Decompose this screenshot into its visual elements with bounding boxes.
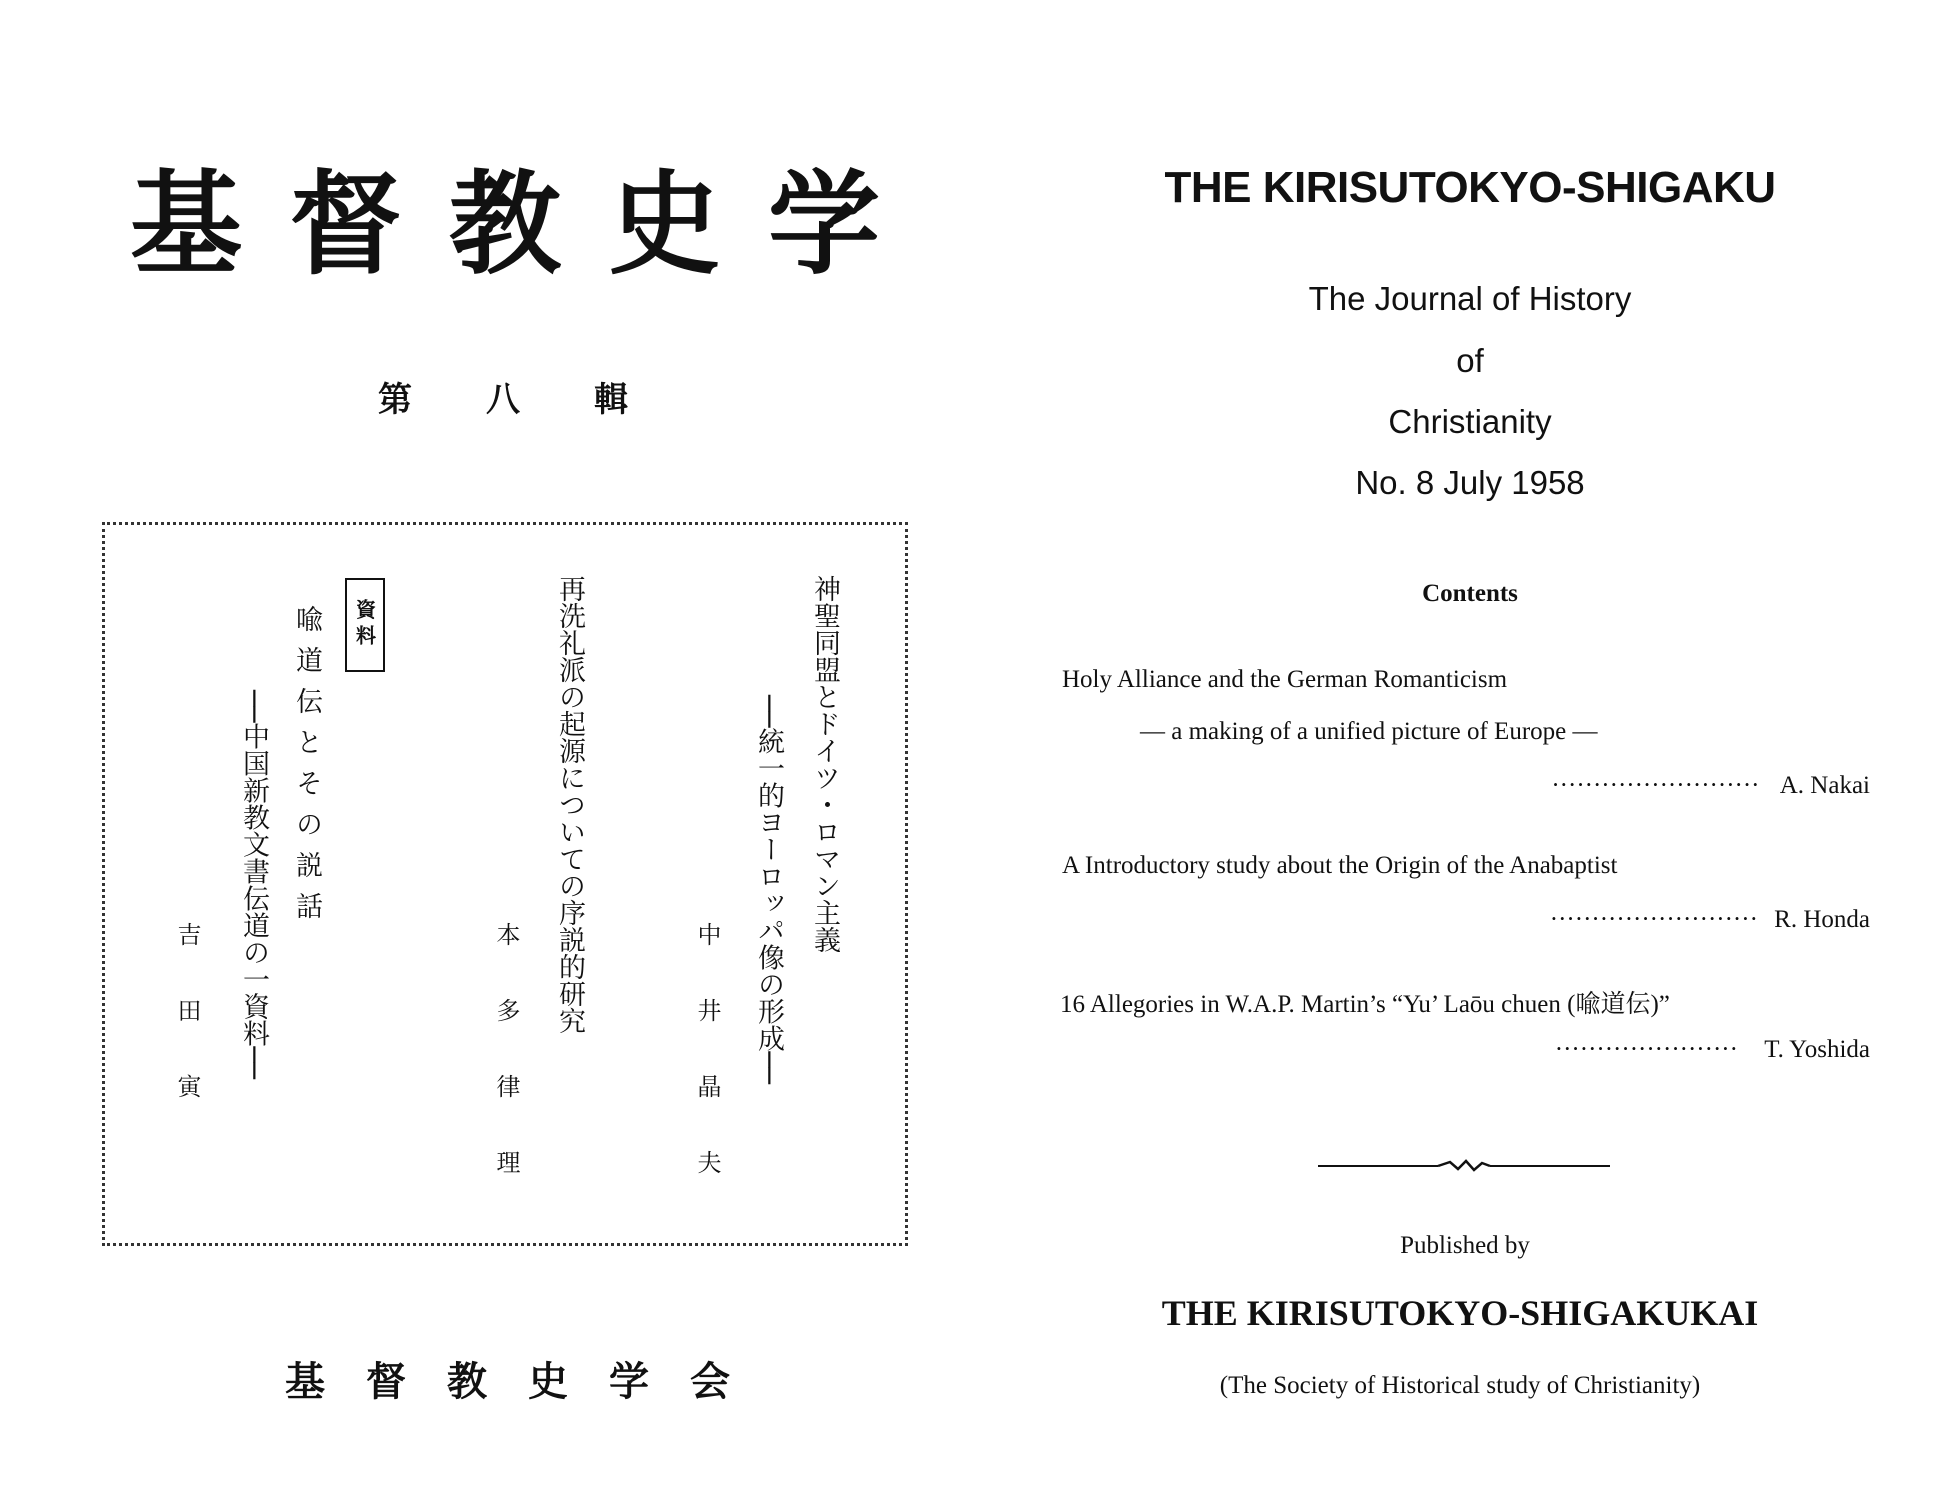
dot-leader: ······················ [1554,1036,1738,1063]
entry-1-subtitle: — a making of a unified picture of Europe — [1140,718,1598,745]
society-char: 督 [366,1359,406,1405]
material-badge: 資料 [345,578,385,672]
issue-date: No. 8 July 1958 [1355,464,1585,501]
title-char: 学 [768,160,880,290]
entry-3-author: T. Yoshida [1764,1036,1870,1063]
entry-1-author-line [1551,772,1870,800]
entry-1-title: Holy Alliance and the German Romanticism [1062,666,1508,693]
article-3-subtitle: ──中国新教文書伝道の一資料── [238,690,269,1080]
entry-3-title: 16 Allegories in W.A.P. Martin’s “Yu’ Laōu chuen (喩道伝)” [1060,991,1670,1018]
title-char: 督 [289,160,402,290]
article-3-title: 喩道伝とその説話 [291,605,322,933]
published-by-label: Published by [1400,1232,1530,1259]
entry-2-title: A Introductory study about the Origin of the Anabaptist [1062,852,1618,879]
issue-char: 輯 [594,380,628,420]
article-2-author: 本多律理 [492,922,520,1226]
entry-1-author: A. Nakai [1779,772,1870,799]
japanese-journal-title [130,160,880,290]
ornament-divider [1318,1158,1610,1174]
journal-subtitle-line-2: of [1456,342,1484,379]
issue-number [378,372,628,421]
title-char: 基 [130,160,242,290]
english-journal-title: THE KIRISUTOKYO-SHIGAKU [1164,163,1776,212]
dot-leader: ························· [1549,906,1758,933]
title-char: 史 [608,160,721,290]
entry-3-author-line [1555,1036,1870,1064]
article-1-author: 中井晶夫 [693,922,721,1226]
journal-subtitle-line-3: Christianity [1388,403,1552,440]
issue-char: 八 [486,380,520,420]
society-char: 教 [447,1359,487,1405]
english-society-name: THE KIRISUTOKYO-SHIGAKUKAI [1161,1293,1759,1333]
society-char: 基 [285,1359,325,1405]
entry-2-author-line [1550,906,1870,934]
dot-leader: ························· [1551,772,1760,799]
article-3-author: 吉田寅 [173,922,201,1150]
contents-heading: Contents [1422,580,1518,607]
journal-subtitle-line-1: The Journal of History [1308,280,1632,317]
society-char: 会 [690,1359,730,1405]
issue-char: 第 [378,380,412,420]
english-society-subtitle: (The Society of Historical study of Christianity) [1219,1372,1701,1399]
entry-2-author: R. Honda [1774,906,1870,933]
japanese-society-name [285,1350,730,1407]
title-char: 教 [449,160,561,290]
article-2-title: 再洗礼派の起源についての序説的研究 [554,575,585,1034]
article-1-title: 神聖同盟とドイツ・ロマン主義 [809,575,840,953]
society-char: 史 [528,1359,568,1405]
society-char: 学 [609,1359,649,1405]
article-1-subtitle: ──統一的ヨーロッパ像の形成── [753,695,784,1085]
